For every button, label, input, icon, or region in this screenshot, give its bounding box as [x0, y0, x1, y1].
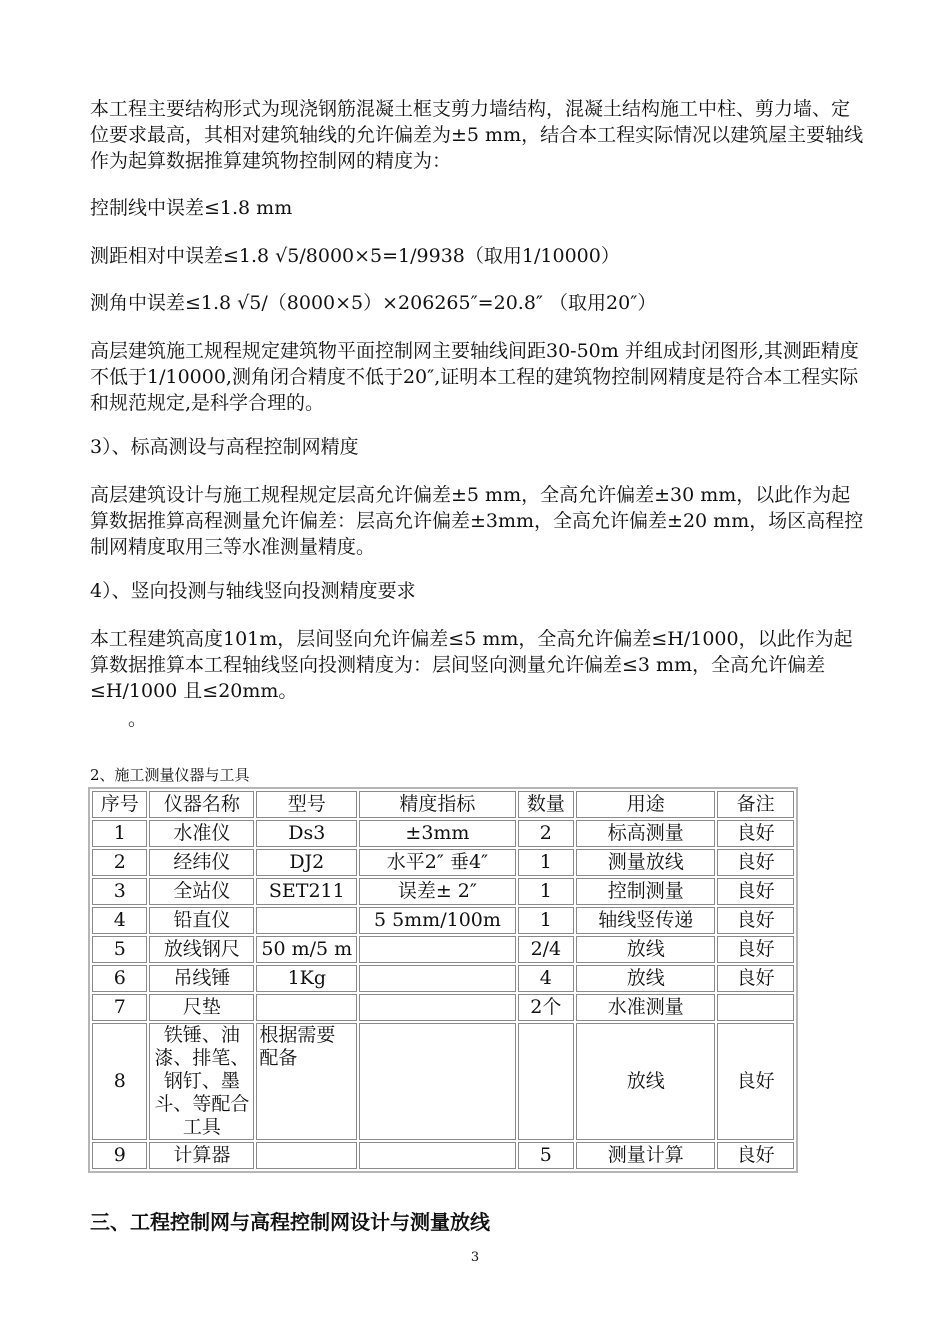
header-cell: 备注 [717, 791, 794, 818]
table-cell: 良好 [717, 1142, 794, 1169]
paragraph-angle-error: 测角中误差≤1.8 √5/（8000×5）×206265″=20.8″ （取用20″） [90, 292, 657, 314]
header-cell: 仪器名称 [149, 791, 254, 818]
header-cell: 型号 [256, 791, 357, 818]
table-cell: 4 [92, 907, 147, 934]
table-cell: 1Kg [256, 965, 357, 992]
paragraph-control-network: 高层建筑施工规程规定建筑物平面控制网主要轴线间距30-50m 并组成封闭图形,其测距精度不低于1/10000,测角闭合精度不低于20″,证明本工程的建筑物控制网精度是符合本工程实际和规范规定,是科学合理的。 [90, 340, 859, 414]
table-cell: 吊线锤 [149, 965, 254, 992]
table-cell [359, 1142, 515, 1169]
table-cell: 5 [92, 936, 147, 963]
table-cell: 放线 [576, 936, 715, 963]
table-cell: 水准测量 [576, 994, 715, 1021]
table-cell: 良好 [717, 820, 794, 847]
equipment-table [88, 787, 798, 1173]
paragraph-stray-mark: 。 [128, 708, 148, 730]
table-header-row [92, 791, 794, 818]
table-cell: 5 5mm/100m [359, 907, 515, 934]
table-cell: 良好 [717, 849, 794, 876]
table-row [92, 820, 794, 847]
table-cell: 误差± 2″ [359, 878, 515, 905]
table-cell: 水平2″ 垂4″ [359, 849, 515, 876]
paragraph-vertical: 本工程建筑高度101m，层间竖向允许偏差≤5 mm，全高允许偏差≤H/1000，以此作为起算数据推算本工程轴线竖向投测精度为：层间竖向测量允许偏差≤3 mm，全高允许偏差≤H/1000 且≤20mm。 [90, 628, 853, 702]
table-cell: 放线 [576, 1023, 715, 1140]
section-heading: 三、工程控制网与高程控制网设计与测量放线 [90, 1210, 490, 1234]
table-cell: 1 [518, 878, 574, 905]
table-row [92, 907, 794, 934]
table-row [92, 994, 794, 1021]
header-cell: 序号 [92, 791, 147, 818]
table-cell: 5 [518, 1142, 574, 1169]
table-cell: 2个 [518, 994, 574, 1021]
table-row [92, 878, 794, 905]
table-cell [518, 1023, 574, 1140]
subheading-elevation: 3）、标高测设与高程控制网精度 [90, 436, 359, 458]
table-cell: 标高测量 [576, 820, 715, 847]
table-row [92, 1142, 794, 1169]
table-cell: 良好 [717, 1023, 794, 1140]
subheading-vertical: 4）、竖向投测与轴线竖向投测精度要求 [90, 580, 416, 602]
table-cell [359, 936, 515, 963]
table-cell: 1 [92, 820, 147, 847]
table-cell: Ds3 [256, 820, 357, 847]
paragraph-control-line-error: 控制线中误差≤1.8 mm [90, 197, 293, 219]
table-cell: 良好 [717, 907, 794, 934]
table-cell: 水准仪 [149, 820, 254, 847]
table-cell [359, 994, 515, 1021]
table-cell: 1 [518, 849, 574, 876]
table-cell [256, 907, 357, 934]
table-cell: SET211 [256, 878, 357, 905]
table-cell: 铁锤、油漆、排笔、钢钉、墨斗、等配合工具 [149, 1023, 254, 1140]
table-cell: 良好 [717, 878, 794, 905]
table-cell: 2 [92, 849, 147, 876]
table-cell [359, 1023, 515, 1140]
paragraph-elevation: 高层建筑设计与施工规程规定层高允许偏差±5 mm，全高允许偏差±30 mm，以此作为起算数据推算高程测量允许偏差：层高允许偏差±3mm，全高允许偏差±20 mm，场区高程控制网精度取用三等水准测量精度。 [90, 484, 864, 558]
table-cell: 放线 [576, 965, 715, 992]
table-cell [256, 994, 357, 1021]
table-row [92, 849, 794, 876]
table-cell: 尺垫 [149, 994, 254, 1021]
table-row [92, 965, 794, 992]
table-cell: 全站仪 [149, 878, 254, 905]
table-cell [717, 994, 794, 1021]
table-cell [256, 1142, 357, 1169]
table-cell: 9 [92, 1142, 147, 1169]
table-cell: 4 [518, 965, 574, 992]
table-cell: 2/4 [518, 936, 574, 963]
table-cell: 计算器 [149, 1142, 254, 1169]
table-cell: 测量放线 [576, 849, 715, 876]
table-cell: 放线钢尺 [149, 936, 254, 963]
table-row [92, 1023, 794, 1140]
table-cell: ±3mm [359, 820, 515, 847]
table-cell: 控制测量 [576, 878, 715, 905]
table-cell: 2 [518, 820, 574, 847]
table-cell: 50 m/5 m [256, 936, 357, 963]
header-cell: 数量 [518, 791, 574, 818]
table-cell: 3 [92, 878, 147, 905]
table-cell: 7 [92, 994, 147, 1021]
table-cell: 根据需要配备 [256, 1023, 357, 1140]
table-cell: 良好 [717, 936, 794, 963]
table-caption: 2、施工测量仪器与工具 [90, 766, 250, 784]
page-number: 3 [470, 1250, 480, 1265]
table-cell: 1 [518, 907, 574, 934]
table-cell: 经纬仪 [149, 849, 254, 876]
table-cell [359, 965, 515, 992]
header-cell: 用途 [576, 791, 715, 818]
table-cell: 测量计算 [576, 1142, 715, 1169]
table-cell: DJ2 [256, 849, 357, 876]
table-row [92, 936, 794, 963]
table-cell: 8 [92, 1023, 147, 1140]
table-cell: 铅直仪 [149, 907, 254, 934]
table-cell: 良好 [717, 965, 794, 992]
header-cell: 精度指标 [359, 791, 515, 818]
paragraph-intro: 本工程主要结构形式为现浇钢筋混凝土框支剪力墙结构，混凝土结构施工中柱、剪力墙、定位要求最高，其相对建筑轴线的允许偏差为±5 mm，结合本工程实际情况以建筑屋主要轴线作为起算数据推算建筑物控制网的精度为： [90, 98, 864, 172]
table-cell: 轴线竖传递 [576, 907, 715, 934]
table-cell: 6 [92, 965, 147, 992]
paragraph-distance-error: 测距相对中误差≤1.8 √5/8000×5=1/9938（取用1/10000） [90, 245, 620, 267]
